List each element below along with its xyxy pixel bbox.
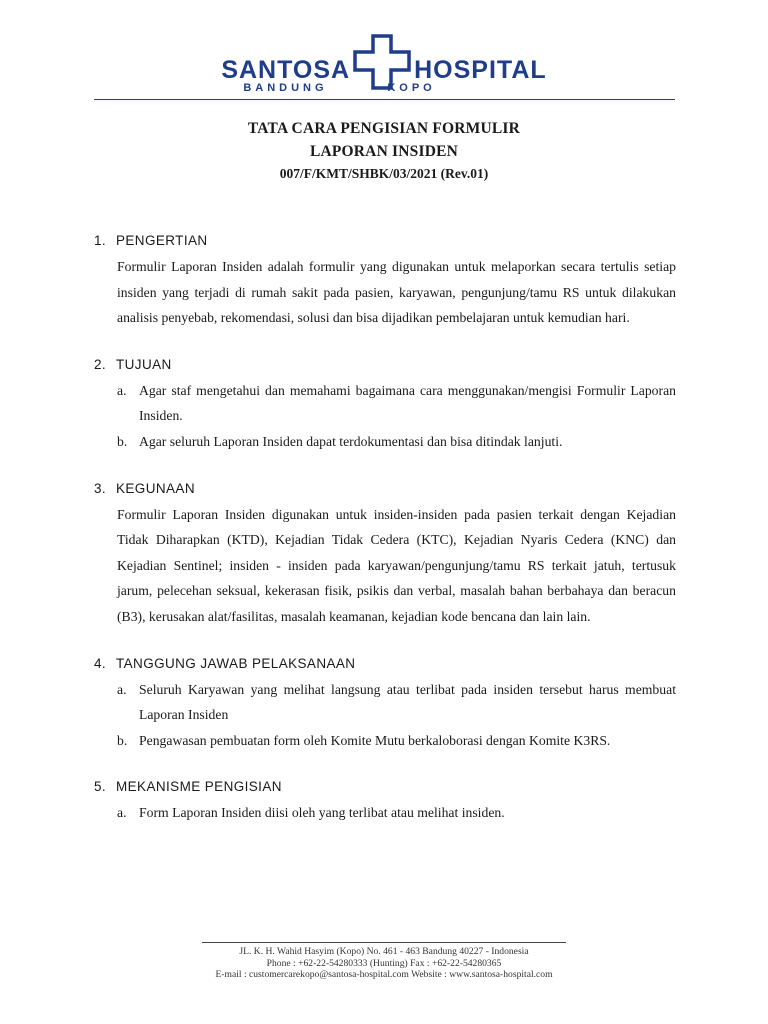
section-number: 3.	[94, 480, 107, 496]
logo-sub-left: BANDUNG	[243, 82, 328, 94]
list-item-letter: a.	[117, 382, 127, 398]
section-pengertian	[94, 230, 676, 331]
logo-brand-right: HOSPITAL	[414, 56, 547, 84]
section-heading: PENGERTIAN	[116, 233, 208, 248]
section-heading: MEKANISME PENGISIAN	[116, 779, 282, 795]
list-item-letter: a.	[117, 805, 127, 821]
footer-contact: E-mail : customercarekopo@santosa-hospital.com Website : www.santosa-hospital.com	[215, 969, 553, 980]
section-tujuan	[94, 354, 676, 455]
footer-divider	[202, 942, 566, 943]
section-number: 4.	[94, 655, 107, 671]
footer-address: JL. K. H. Wahid Hasyim (Kopo) No. 461 - 463 Bandung 40227 - Indonesia	[239, 946, 529, 957]
section-heading: TUJUAN	[116, 356, 172, 372]
list-item-text: Pengawasan pembuatan form oleh Komite Mutu berkaloborasi dengan Komite K3RS.	[139, 732, 611, 748]
section-number: 2.	[94, 356, 107, 372]
list-item	[117, 677, 676, 728]
list-item	[117, 728, 676, 754]
section-heading: KEGUNAAN	[116, 480, 195, 496]
hospital-logo	[0, 34, 768, 94]
document-code: 007/F/KMT/SHBK/03/2021 (Rev.01)	[279, 166, 489, 181]
list-item-letter: a.	[117, 681, 127, 697]
section-kegunaan	[94, 478, 676, 630]
document-title	[0, 117, 768, 184]
footer-phone: Phone : +62-22-54280333 (Hunting) Fax : +62-22-54280365	[266, 957, 502, 969]
header-divider	[94, 99, 675, 100]
list-item-letter: b.	[117, 433, 128, 449]
list-item-text: Form Laporan Insiden diisi oleh yang terlibat atau melihat insiden.	[139, 805, 505, 821]
title-line-2: LAPORAN INSIDEN	[309, 143, 459, 160]
section-paragraph: Formulir Laporan Insiden adalah formulir yang digunakan untuk melaporkan secara tertulis setiap insiden yang terjadi di rumah sakit pada pasien, karyawan, pengunjung/tamu RS untuk dilakukan analisis penyebab, rekomendasi, solusi dan bisa dijadikan pembelajaran untuk kemudian hari.	[117, 259, 676, 326]
section-tanggung-jawab	[94, 653, 676, 754]
section-number: 5.	[94, 779, 107, 795]
list-item-letter: b.	[117, 732, 128, 748]
document-body	[94, 230, 676, 849]
section-heading: TANGGUNG JAWAB PELAKSANAAN	[116, 655, 356, 671]
page-footer	[0, 946, 768, 981]
section-number: 1.	[94, 233, 107, 248]
list-item-text: Agar staf mengetahui dan memahami bagaimana cara menggunakan/mengisi Formulir Laporan Insiden.	[139, 382, 676, 424]
section-mekanisme	[94, 776, 676, 826]
list-item-text: Agar seluruh Laporan Insiden dapat terdokumentasi dan bisa ditindak lanjuti.	[139, 433, 563, 449]
title-line-1: TATA CARA PENGISIAN FORMULIR	[247, 120, 521, 137]
list-item	[117, 429, 676, 455]
list-item-text: Seluruh Karyawan yang melihat langsung atau terlibat pada insiden tersebut harus membuat Laporan Insiden	[139, 681, 676, 723]
list-item	[117, 378, 676, 429]
list-item	[117, 800, 676, 826]
logo-brand-left: SANTOSA	[221, 56, 351, 84]
section-paragraph: Formulir Laporan Insiden digunakan untuk insiden-insiden pada pasien terkait dengan Kejadian Tidak Diharapkan (KTD), Kejadian Tidak Cedera (KTC), Kejadian Nyaris Cedera (KNC) dan Kejadian Sentinel; insiden - insiden pada karyawan/pengunjung/tamu RS terkait jatuh, tertusuk jarum, pelecehan seksual, kekerasan fisik, psikis dan verbal, masalah bahan berbahaya dan beracun (B3), kerusakan alat/fasilitas, masalah keamanan, kejadian kode bencana dan lain lain.	[117, 506, 676, 624]
logo-sub-right: KOPO	[387, 82, 436, 94]
